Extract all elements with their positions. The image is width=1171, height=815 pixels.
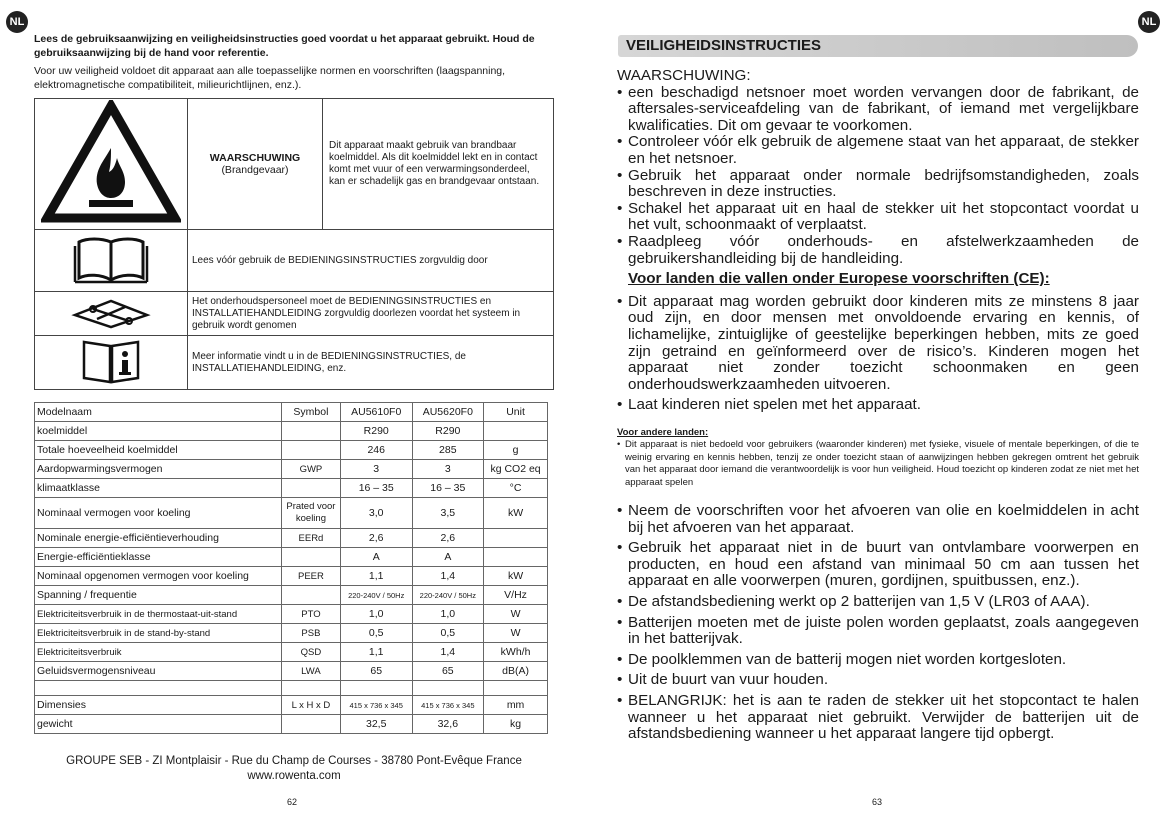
spec-cell [281, 441, 340, 460]
other-countries-text: • Dit apparaat is niet bedoeld voor gebruikers (waaronder kinderen) met fysieke, visuele of mentale beperkingen, of die te weinig ervaring en kennis hebben, tenzij ze onder toezicht staan of aanwijzingen hebben gekregen omtrent het gebruik van het apparaat door iemand die verantwoordelijk is voor hun veiligheid. Houd toezicht op kinderen zodat ze niet met het apparaat spelen [617, 439, 1139, 489]
section-banner [618, 35, 1138, 57]
spec-cell: 1,4 [412, 567, 484, 586]
read-manual-text: Lees vóór gebruik de BEDIENINGSINSTRUCTIES zorgvuldig door [188, 230, 554, 292]
spec-row [35, 548, 548, 567]
other-countries-section [617, 427, 1139, 489]
spec-row [35, 498, 548, 529]
spec-cell: kg [484, 715, 548, 734]
spec-cell: PTO [281, 605, 340, 624]
spec-cell: Dimensies [35, 696, 282, 715]
spec-row [35, 441, 548, 460]
spec-row [35, 586, 548, 605]
info-manual-icon [35, 336, 188, 390]
warning-title: WAARSCHUWING [209, 152, 301, 164]
spec-header-row [35, 403, 548, 422]
spec-cell: Totale hoeveelheid koelmiddel [35, 441, 282, 460]
safety-bullet: • De afstandsbediening werkt op 2 batterijen van 1,5 V (LR03 of AAA). [617, 594, 1139, 611]
warning-subtitle: (Brandgevaar) [221, 164, 289, 176]
spec-cell: W [484, 605, 548, 624]
spec-cell: 415 x 736 x 345 [340, 696, 412, 715]
spec-cell: gewicht [35, 715, 282, 734]
spec-cell: QSD [281, 643, 340, 662]
spec-cell: 285 [412, 441, 484, 460]
spec-row [35, 662, 548, 681]
spec-cell: kW [484, 498, 548, 529]
info-manual-text: Meer informatie vindt u in de BEDIENINGSINSTRUCTIES, de INSTALLATIEHANDLEIDING, enz. [188, 336, 554, 390]
spec-cell: Energie-efficiëntieklasse [35, 548, 282, 567]
spec-row [35, 605, 548, 624]
safety-bullet: • Controleer vóór elk gebruik de algemene staat van het apparaat, de stekker en het netsnoer. [617, 134, 1139, 167]
spec-row [35, 460, 548, 479]
spec-cell: 3 [340, 460, 412, 479]
spec-cell: 1,0 [340, 605, 412, 624]
spec-cell: 2,6 [340, 529, 412, 548]
warning-section [617, 68, 1139, 414]
language-badge-right: NL [1138, 11, 1160, 33]
spec-cell: 415 x 736 x 345 [412, 696, 484, 715]
spec-cell: A [412, 548, 484, 567]
spec-cell [281, 422, 340, 441]
spec-cell: 2,6 [412, 529, 484, 548]
spec-cell: 32,5 [340, 715, 412, 734]
spec-cell [484, 422, 548, 441]
spec-cell: 65 [340, 662, 412, 681]
spec-cell: L x H x D [281, 696, 340, 715]
spec-cell: Nominale energie-efficiëntieverhouding [35, 529, 282, 548]
page-number-left: 62 [287, 797, 298, 807]
spec-cell: Spanning / frequentie [35, 586, 282, 605]
spec-cell [281, 548, 340, 567]
spec-cell: R290 [340, 422, 412, 441]
warning-symbols-table [34, 98, 554, 390]
spec-cell: dB(A) [484, 662, 548, 681]
language-badge: NL [6, 11, 28, 33]
service-manual-text: Het onderhoudspersoneel moet de BEDIENINGSINSTRUCTIES en INSTALLATIEHANDLEIDING zorgvuldig doorlezen voordat het systeem in gebruik wordt genomen [188, 292, 554, 336]
spec-row [35, 529, 548, 548]
spec-header-cell: Symbol [281, 403, 340, 422]
spec-cell [281, 479, 340, 498]
spec-row [35, 479, 548, 498]
spec-cell: kWh/h [484, 643, 548, 662]
spec-cell: 3 [412, 460, 484, 479]
spec-cell: V/Hz [484, 586, 548, 605]
spec-cell: PEER [281, 567, 340, 586]
spec-cell [484, 529, 548, 548]
spec-cell: kW [484, 567, 548, 586]
spec-cell: GWP [281, 460, 340, 479]
spec-header-cell: Modelnaam [35, 403, 282, 422]
spec-cell: 3,5 [412, 498, 484, 529]
other-countries-heading: Voor andere landen: [617, 427, 709, 438]
spec-cell: 16 – 35 [340, 479, 412, 498]
spec-cell: 0,5 [340, 624, 412, 643]
spec-cell: R290 [412, 422, 484, 441]
read-manual-icon [35, 230, 188, 292]
warning-description: Dit apparaat maakt gebruik van brandbaar koelmiddel. Als dit koelmiddel lekt en in contact komt met vuur of een verwarmingsonderdeel, kan er schadelijk gas en brandgevaar ontstaan. [323, 99, 554, 230]
safety-bullet: • Raadpleeg vóór onderhouds- en afstelwerkzaamheden de gebruikershandleiding bij de handleiding. [617, 234, 1139, 267]
spec-cell: 246 [340, 441, 412, 460]
spec-cell: A [340, 548, 412, 567]
intro-bold-text: Lees de gebruiksaanwijzing en veiligheidsinstructies goed voordat u het apparaat gebruikt. Houd de gebruiksaanwijzing bij de hand voor referentie. [34, 33, 535, 59]
specifications-table [34, 402, 548, 734]
spec-cell: klimaatklasse [35, 479, 282, 498]
service-manual-icon [35, 292, 188, 336]
additional-safety-section [617, 503, 1139, 743]
spec-cell: Elektriciteitsverbruik [35, 643, 282, 662]
spec-cell: Elektriciteitsverbruik in de stand-by-stand [35, 624, 282, 643]
spec-cell: PSB [281, 624, 340, 643]
spec-spacer-row [35, 681, 548, 696]
spec-cell: 220-240V / 50Hz [340, 586, 412, 605]
spec-cell: 1,1 [340, 567, 412, 586]
spec-cell: Aardopwarmingsvermogen [35, 460, 282, 479]
spec-cell: 0,5 [412, 624, 484, 643]
spec-cell: LWA [281, 662, 340, 681]
spec-cell: kg CO2 eq [484, 460, 548, 479]
spec-header-cell: AU5610F0 [340, 403, 412, 422]
spec-row [35, 643, 548, 662]
spec-cell: 65 [412, 662, 484, 681]
spec-row [35, 422, 548, 441]
spec-cell: 16 – 35 [412, 479, 484, 498]
safety-bullet: • Uit de buurt van vuur houden. [617, 672, 1139, 689]
warning-heading: WAARSCHUWING: [617, 67, 751, 84]
eu-bullet: • Laat kinderen niet spelen met het apparaat. [617, 397, 1139, 414]
spec-cell: 1,1 [340, 643, 412, 662]
safety-bullet: • De poolklemmen van de batterij mogen niet worden kortgesloten. [617, 652, 1139, 669]
safety-bullet: • Batterijen moeten met de juiste polen worden geplaatst, zoals aangegeven in het batterijvak. [617, 615, 1139, 648]
spec-cell [281, 715, 340, 734]
spec-cell: Elektriciteitsverbruik in de thermostaat-uit-stand [35, 605, 282, 624]
spec-cell: 1,0 [412, 605, 484, 624]
spec-header-cell: Unit [484, 403, 548, 422]
spec-cell: koelmiddel [35, 422, 282, 441]
eu-bullet: • Dit apparaat mag worden gebruikt door kinderen mits ze minstens 8 jaar oud zijn, en door mensen met onvoldoende ervaring en kennis, of lichamelijke, zintuiglijke of geestelijke beperkingen hebben, mits ze goed zijn getraind en geïnformeerd over de risico’s. Kinderen mogen het apparaat niet zonder toezicht schoonmaken en geen onderhoudswerkzaamheden uitvoeren. [617, 294, 1139, 394]
spec-cell: 220-240V / 50Hz [412, 586, 484, 605]
spec-header-cell: AU5620F0 [412, 403, 484, 422]
safety-bullet: • Neem de voorschriften voor het afvoeren van olie en koelmiddelen in acht bij het afvoeren van het apparaat. [617, 503, 1139, 536]
safety-bullet: • BELANGRIJK: het is aan te raden de stekker uit het stopcontact te halen wanneer u het apparaat niet gebruikt. Verwijder de batterijen uit de afstandsbediening wanneer u het apparaat langere tijd opbergt. [617, 693, 1139, 743]
spec-cell: 32,6 [412, 715, 484, 734]
spec-cell: Nominaal opgenomen vermogen voor koeling [35, 567, 282, 586]
spec-cell [484, 548, 548, 567]
spec-row [35, 715, 548, 734]
spec-cell: EERd [281, 529, 340, 548]
spec-cell: W [484, 624, 548, 643]
company-address: GROUPE SEB - ZI Montplaisir - Rue du Champ de Courses - 38780 Pont-Evêque France [66, 755, 522, 767]
flammable-warning-icon [35, 99, 188, 230]
spec-row [35, 567, 548, 586]
spec-cell [281, 586, 340, 605]
safety-bullet: • Gebruik het apparaat niet in de buurt van ontvlambare voorwerpen en producten, en houd een afstand van minimaal 50 cm aan tussen het apparaat en alle voorwerpen (muren, gordijnen, spuitbussen, enz.). [617, 540, 1139, 590]
spec-cell: Prated voor koeling [281, 498, 340, 529]
section-title: VEILIGHEIDSINSTRUCTIES [626, 37, 822, 54]
company-footer [34, 754, 554, 784]
eu-heading: Voor landen die vallen onder Europese voorschriften (CE): [628, 270, 1050, 288]
safety-bullet: • Gebruik het apparaat onder normale bedrijfsomstandigheden, zoals beschreven in deze instructies. [617, 168, 1139, 201]
spec-row [35, 624, 548, 643]
spec-cell: Nominaal vermogen voor koeling [35, 498, 282, 529]
safety-bullet: • een beschadigd netsnoer moet worden vervangen door de fabrikant, de aftersales-serviceafdeling van de fabrikant, of iemand met vergelijkbare kwalificaties. Dit om gevaar te voorkomen. [617, 85, 1139, 135]
spec-row [35, 696, 548, 715]
spec-cell: g [484, 441, 548, 460]
spec-cell: °C [484, 479, 548, 498]
warning-label-cell [188, 99, 323, 230]
spec-cell: 1,4 [412, 643, 484, 662]
page-number-right: 63 [872, 797, 883, 807]
spec-cell: Geluidsvermogensniveau [35, 662, 282, 681]
spec-cell: mm [484, 696, 548, 715]
spec-cell: 3,0 [340, 498, 412, 529]
intro-text: Voor uw veiligheid voldoet dit apparaat aan alle toepasselijke normen en voorschriften (laagspanning, elektromagnetische compatibiliteit, milieurichtlijnen, enz.). [34, 65, 506, 91]
safety-bullet: • Schakel het apparaat uit en haal de stekker uit het stopcontact voordat u het vult, schoonmaakt of verplaatst. [617, 201, 1139, 234]
company-website: www.rowenta.com [247, 770, 341, 782]
